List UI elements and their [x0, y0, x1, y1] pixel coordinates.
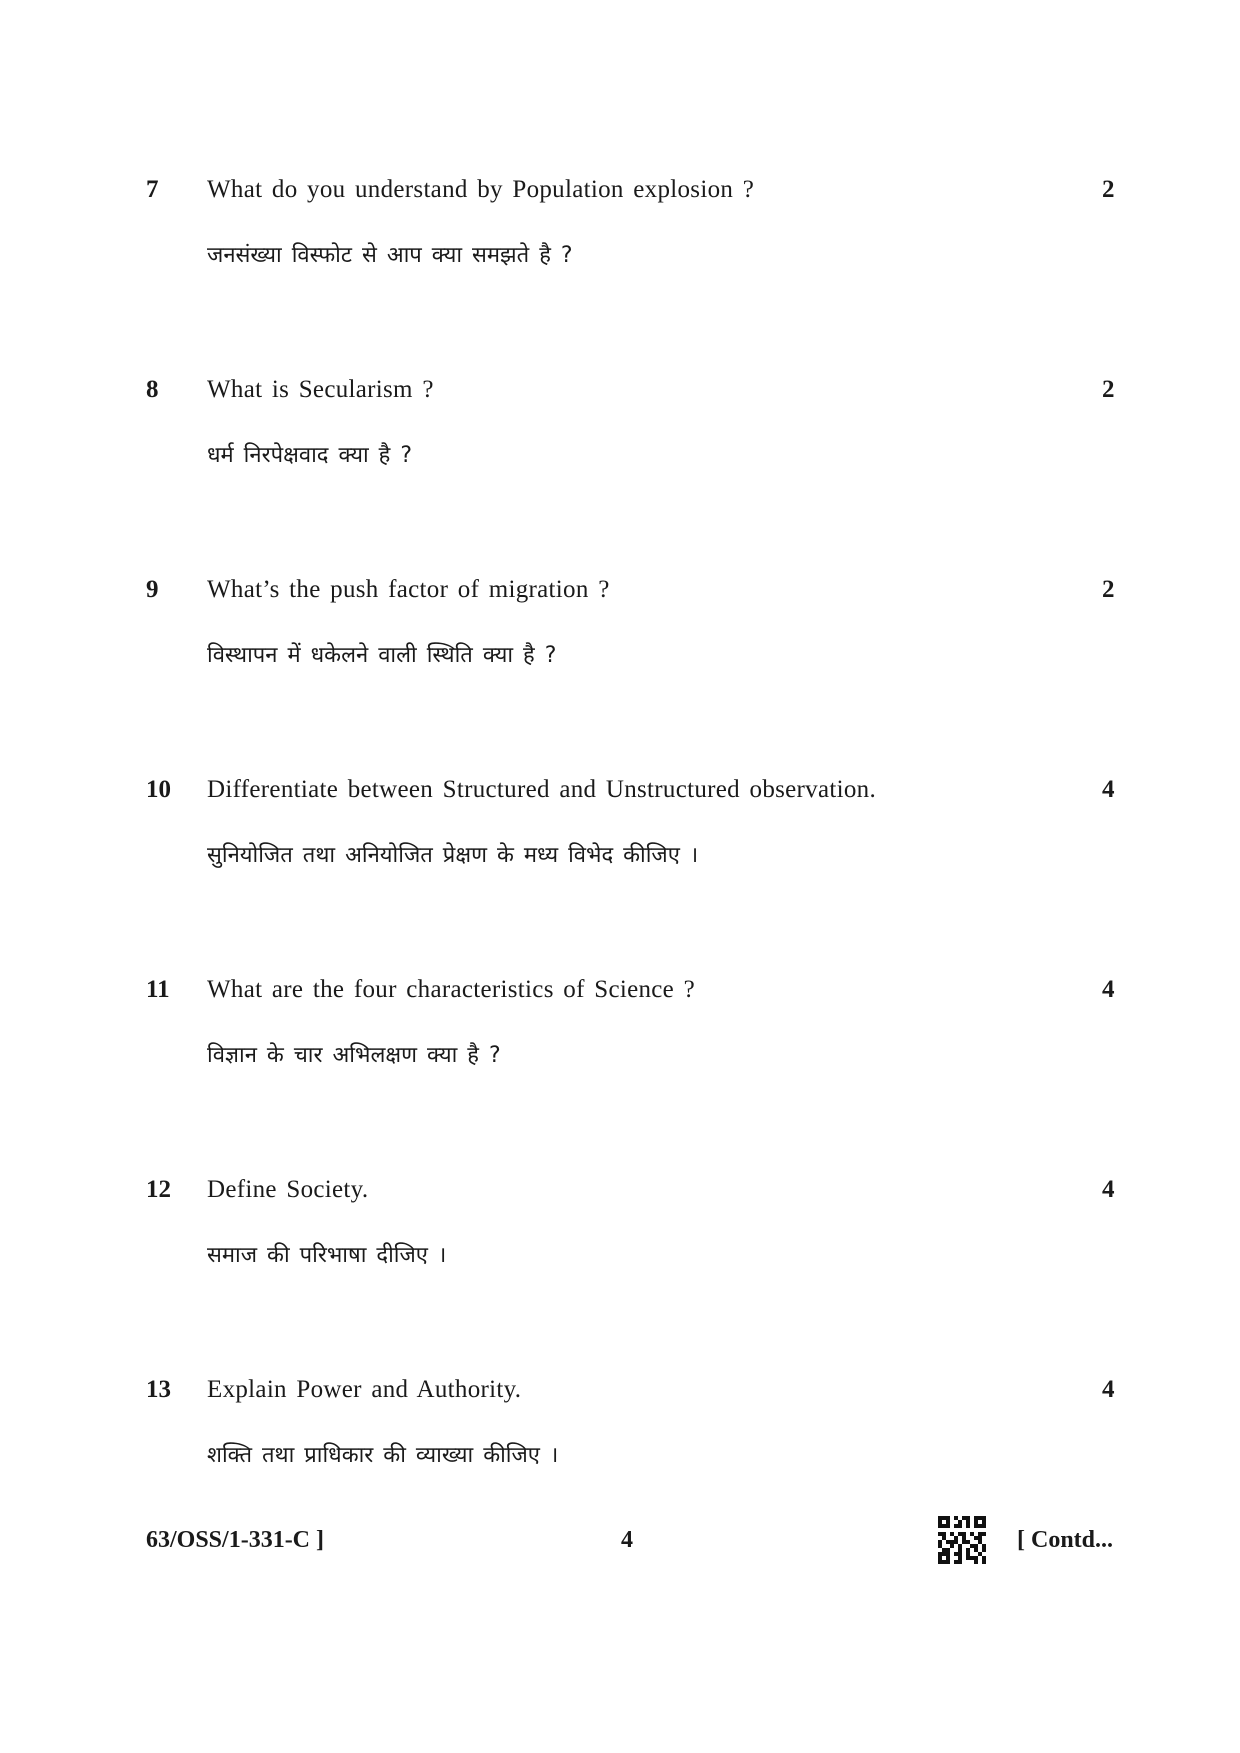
question-text-english: Differentiate between Structured and Unstructured observation.: [207, 776, 877, 803]
page-number: 4: [621, 1527, 633, 1553]
question-text-english: What is Secularism ?: [207, 376, 434, 403]
continued-label: [ Contd...: [1017, 1527, 1114, 1553]
question-number: 8: [146, 376, 159, 403]
question-text-hindi: विस्थापन में धकेलने वाली स्थिति क्या है ?: [207, 643, 557, 668]
question-text-english: What’s the push factor of migration ?: [207, 576, 610, 603]
question-marks: 2: [1102, 576, 1115, 603]
question-marks: 2: [1102, 376, 1115, 403]
question-11: [0, 972, 1240, 1092]
question-number: 12: [146, 1176, 171, 1203]
question-marks: 4: [1102, 1176, 1115, 1203]
question-marks: 4: [1102, 1376, 1115, 1403]
question-text-hindi: सुनियोजित तथा अनियोजित प्रेक्षण के मध्य विभेद कीजिए ।: [207, 843, 699, 868]
question-marks: 4: [1102, 776, 1115, 803]
question-12: [0, 1172, 1240, 1292]
question-text-english: Explain Power and Authority.: [207, 1376, 522, 1403]
question-number: 10: [146, 776, 171, 803]
question-text-hindi: विज्ञान के चार अभिलक्षण क्या है ?: [207, 1043, 501, 1068]
question-9: [0, 572, 1240, 692]
question-number: 13: [146, 1376, 171, 1403]
qr-code-icon: [938, 1516, 986, 1564]
question-text-english: What are the four characteristics of Science ?: [207, 976, 696, 1003]
question-10: [0, 772, 1240, 892]
question-7: [0, 172, 1240, 292]
question-number: 9: [146, 576, 159, 603]
question-text-hindi: धर्म निरपेक्षवाद क्या है ?: [207, 443, 413, 468]
question-8: [0, 372, 1240, 492]
question-13: [0, 1372, 1240, 1492]
question-number: 7: [146, 176, 159, 203]
question-text-english: Define Society.: [207, 1176, 369, 1203]
question-text-hindi: जनसंख्या विस्फोट से आप क्या समझते है ?: [207, 243, 573, 268]
question-text-hindi: शक्ति तथा प्राधिकार की व्याख्या कीजिए ।: [207, 1443, 559, 1468]
question-text-english: What do you understand by Population explosion ?: [207, 176, 755, 203]
question-number: 11: [146, 976, 170, 1003]
question-marks: 4: [1102, 976, 1115, 1003]
paper-code: 63/OSS/1-331-C ]: [146, 1527, 325, 1553]
question-text-hindi: समाज की परिभाषा दीजिए ।: [207, 1243, 447, 1268]
question-marks: 2: [1102, 176, 1115, 203]
